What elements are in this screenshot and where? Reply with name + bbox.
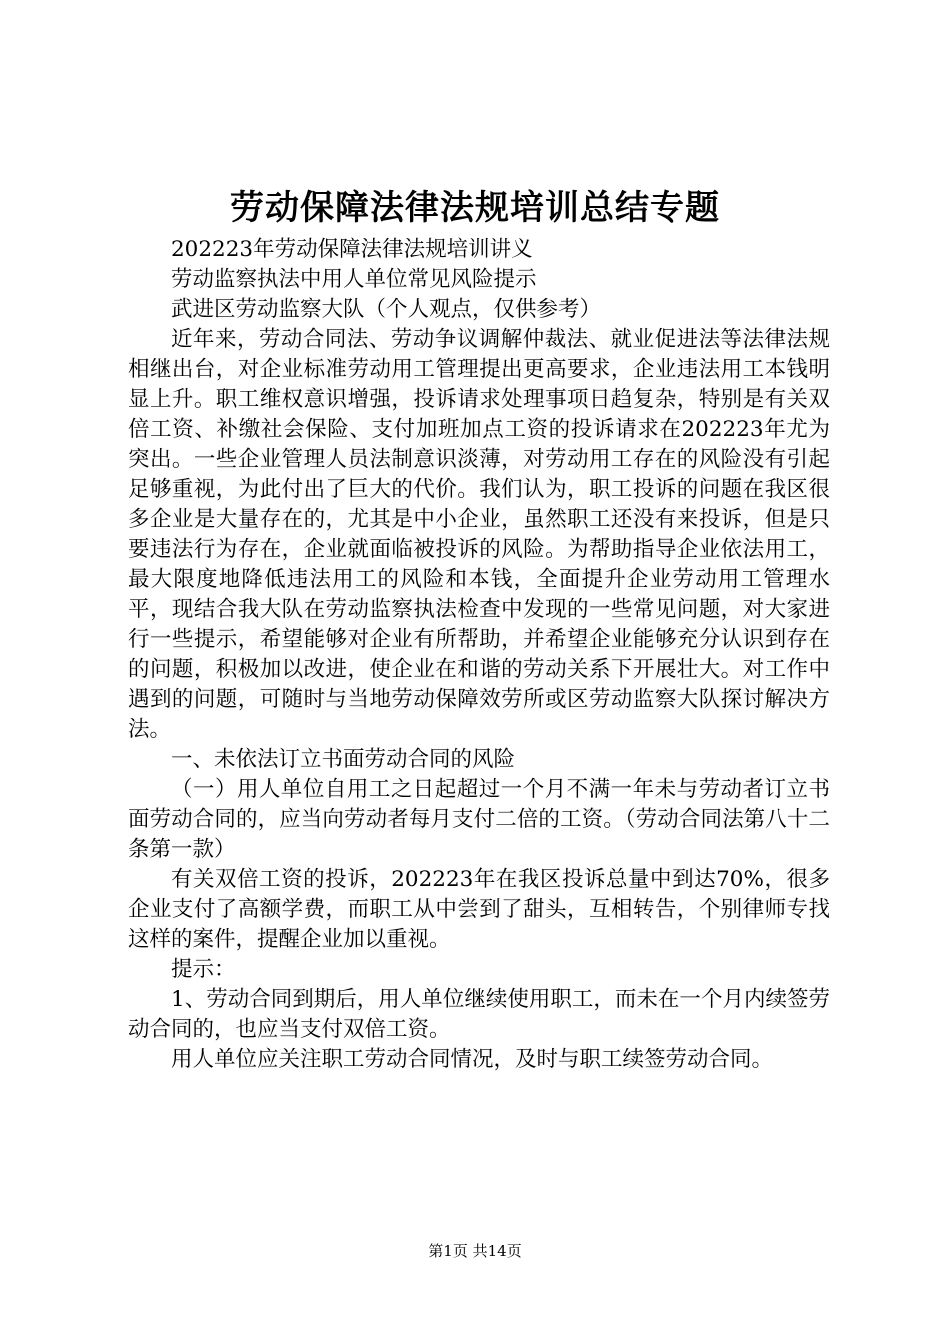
document-body [128,235,830,1075]
paragraph-risk-subtitle: 劳动监察执法中用人单位常见风险提示 [171,267,537,292]
paragraph-item-1: （一）用人单位自用工之日起超过一个月不满一年未与劳动者订立书面劳动合同的，应当向劳动者每月支付二倍的工资。（劳动合同法第八十二条第一款） [128,777,830,862]
document-title: 劳动保障法律法规培训总结专题 [230,188,720,228]
paragraph-lecture-title: 202223年劳动保障法律法规培训讲义 [171,237,533,262]
paragraph-author: 武进区劳动监察大队（个人观点，仅供参考） [171,297,602,322]
paragraph-tip-1: 1、劳动合同到期后，用人单位继续使用职工，而未在一个月内续签劳动合同的，也应当支付双倍工资。 [128,987,830,1042]
section-heading-1: 一、未依法订立书面劳动合同的风险 [171,747,516,772]
paragraph-double-wage: 有关双倍工资的投诉，202223年在我区投诉总量中到达70%，很多企业支付了高额学费，而职工从中尝到了甜头，互相转告，个别律师专找这样的案件，提醒企业加以重视。 [128,867,830,952]
paragraph-introduction: 近年来，劳动合同法、劳动争议调解仲裁法、就业促进法等法律法规相继出台，对企业标准劳动用工管理提出更高要求，企业违法用工本钱明显上升。职工维权意识增强，投诉请求处理事项日趋复杂，特别是有关双倍工资、补缴社会保险、支付加班加点工资的投诉请求在202223年尤为突出。一些企业管理人员法制意识淡薄，对劳动用工存在的风险没有引起足够重视，为此付出了巨大的代价。我们认为，职工投诉的问题在我区很多企业是大量存在的，尤其是中小企业，虽然职工还没有来投诉，但是只要违法行为存在，企业就面临被投诉的风险。为帮助指导企业依法用工，最大限度地降低违法用工的风险和本钱，全面提升企业劳动用工管理水平，现结合我大队在劳动监察执法检查中发现的一些常见问题，对大家进行一些提示，希望能够对企业有所帮助，并希望企业能够充分认识到存在的问题，积极加以改进，使企业在和谐的劳动关系下开展壮大。对工作中遇到的问题，可随时与当地劳动保障效劳所或区劳动监察大队探讨解决方法。 [128,327,830,742]
paragraph-tip-advice: 用人单位应关注职工劳动合同情况，及时与职工续签劳动合同。 [171,1047,774,1072]
paragraph-tip-label: 提示： [171,957,236,982]
page-footer: 第1页 共14页 [428,1242,522,1260]
